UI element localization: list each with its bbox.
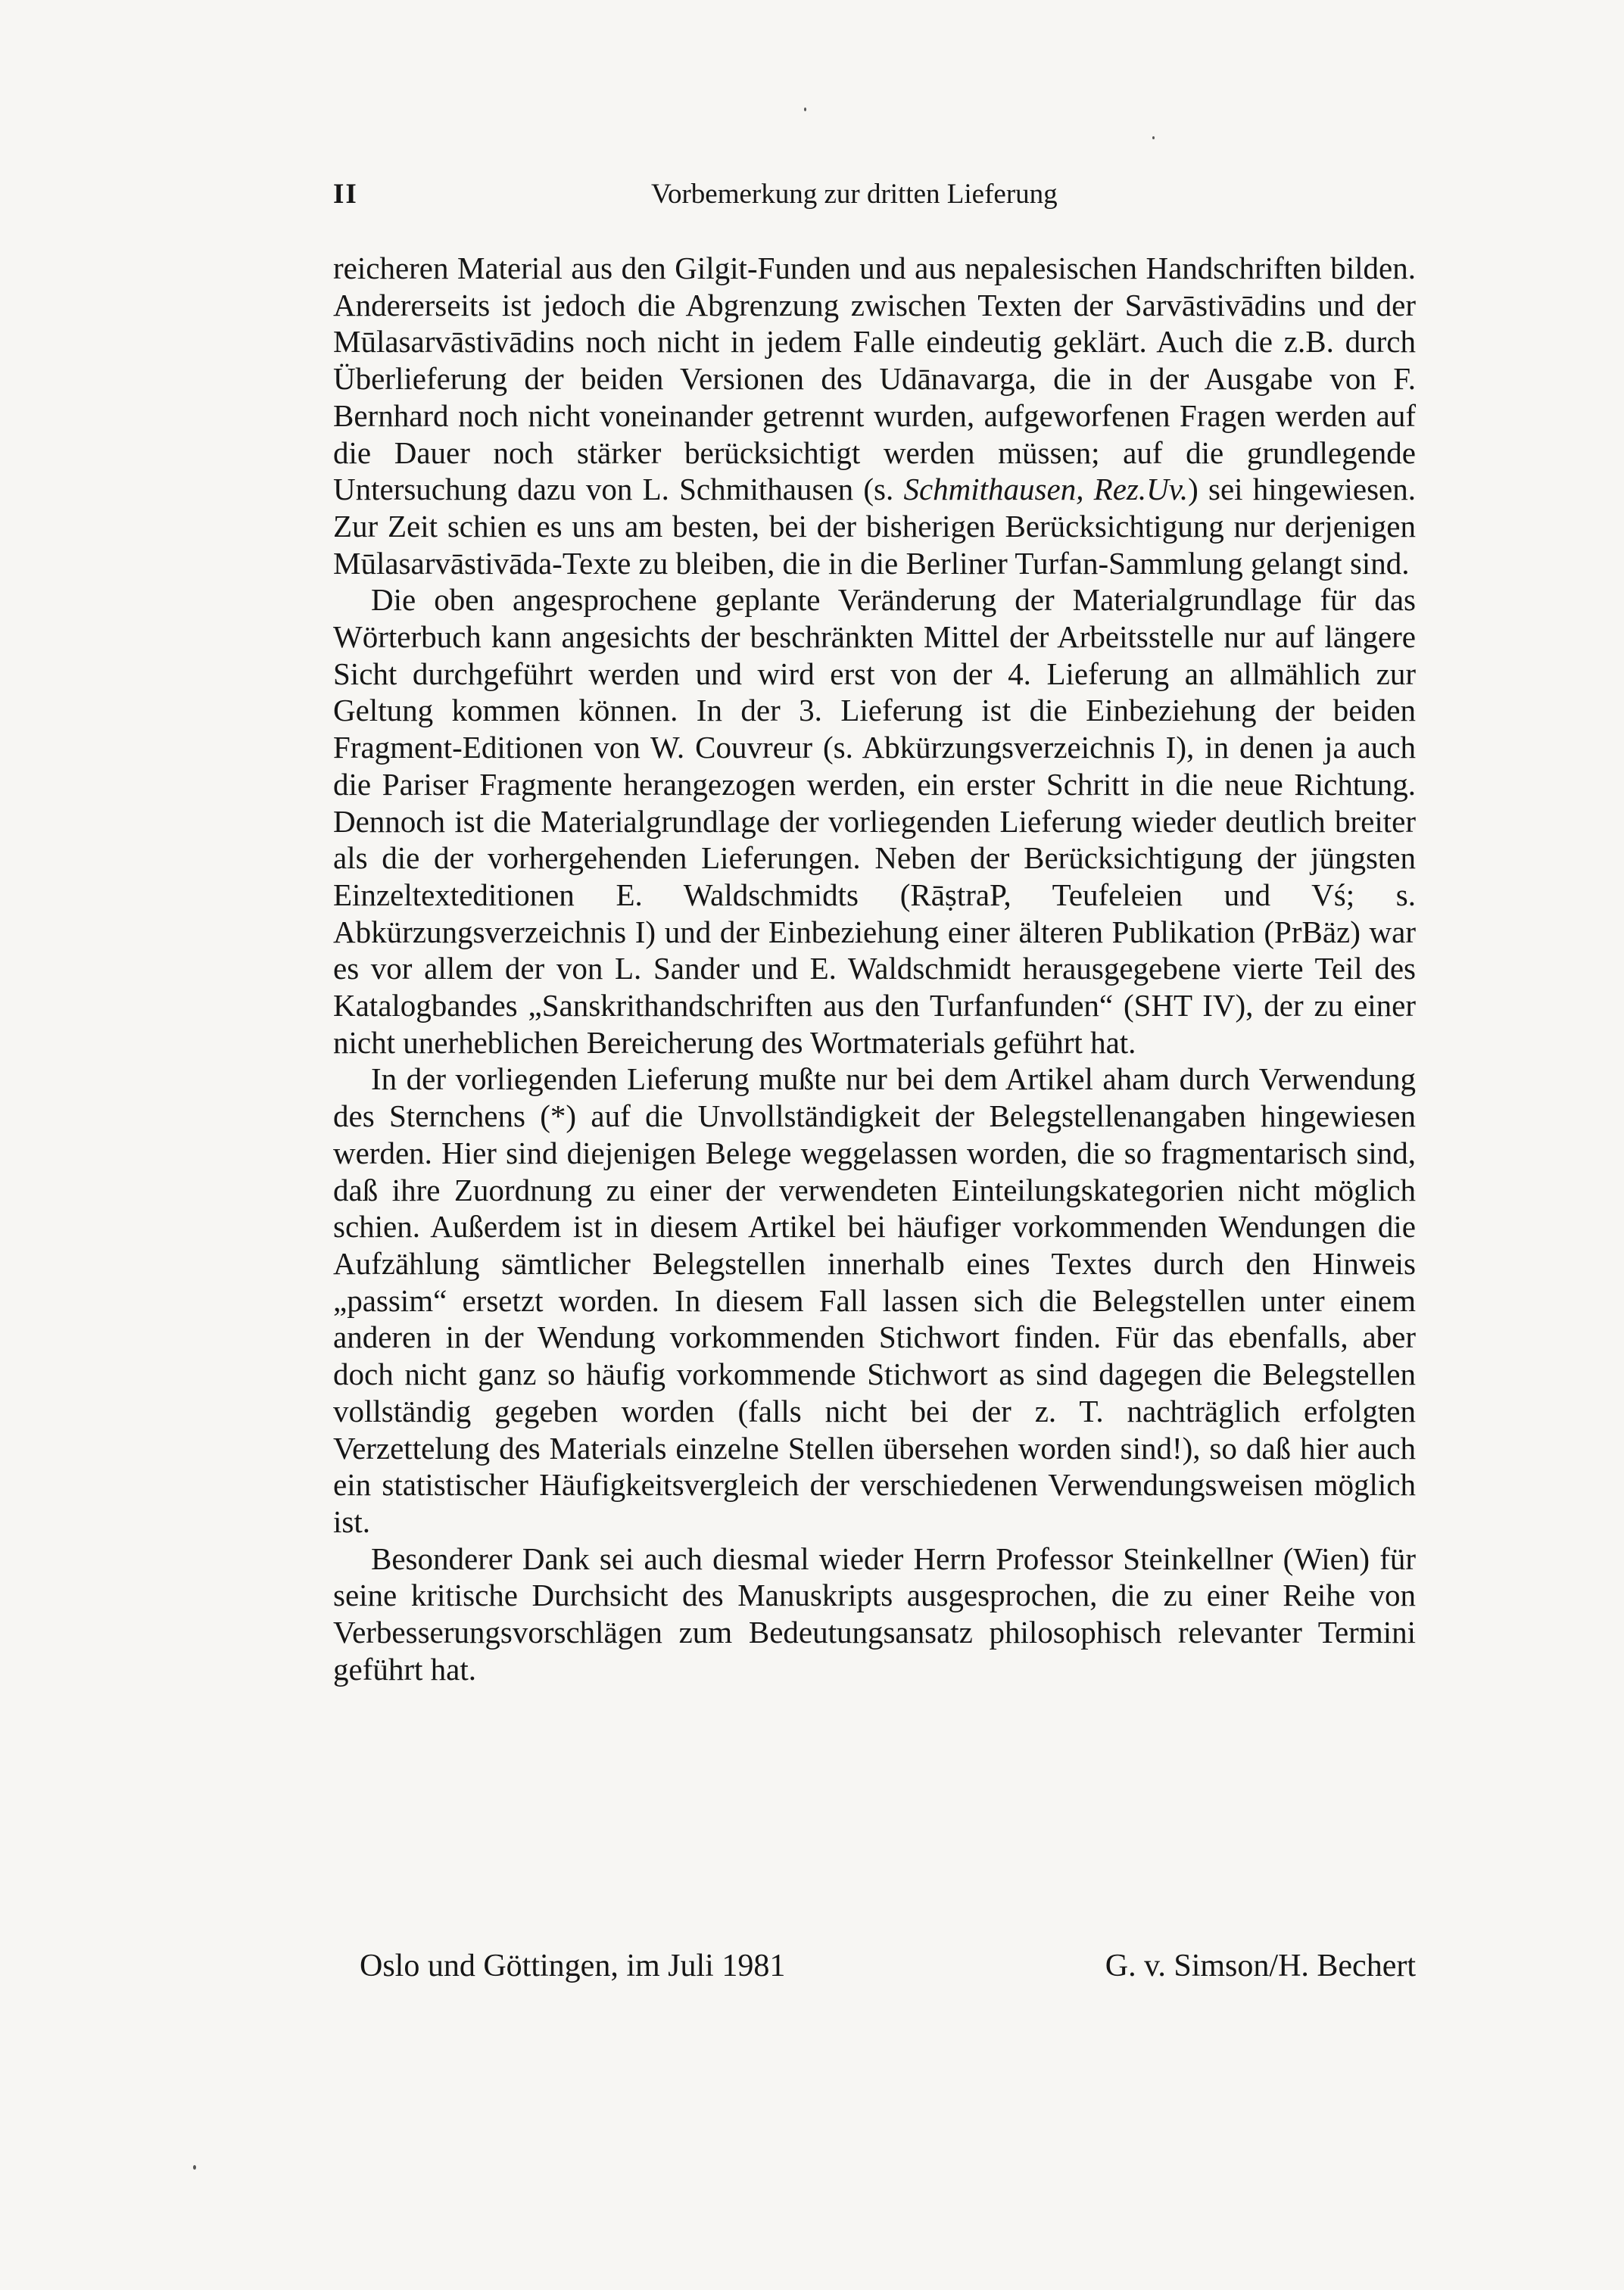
paragraph xyxy=(333,581,1416,1061)
text-segment: reicheren Material aus den Gilgit-Funden und aus nepalesischen Handschriften bilden. Andererseits ist jedoch die Abgrenzung zwischen Texten der Sarvāstivādins und der Mūlasarvāstivādins noch nicht in jedem Falle eindeutig geklärt. Auch die z.B. durch Überlieferung der beiden Versionen des Udānavarga, die in der Ausgabe von F. Bernhard noch nicht voneinander getrennt wurden, aufgeworfenen Fragen werden auf die Dauer noch stärker berücksichtigt werden müssen; auf die grundlegende Untersuchung dazu von L. Schmithausen (s. xyxy=(333,251,1416,507)
body-text xyxy=(333,250,1416,1687)
italic-citation: Schmithausen, Rez.Uv. xyxy=(903,472,1189,507)
text-segment: ) sei hingewiesen. Zur Zeit schien es uns am besten, bei der bisherigen Berücksichtigung nur derjenigen Mūlasarvāstivāda-Texte zu bleiben, die in die Berliner Turfan-Sammlung gelangt sind. xyxy=(333,472,1416,581)
paragraph xyxy=(333,250,1416,581)
scan-speck xyxy=(193,2165,196,2170)
paragraph xyxy=(333,1541,1416,1688)
place-date: Oslo und Göttingen, im Juli 1981 xyxy=(360,1949,786,1983)
running-title: Vorbemerkung zur dritten Lieferung xyxy=(651,179,1058,210)
text-segment: In der vorliegenden Lieferung mußte nur bei dem Artikel aham durch Verwendung des Sternchens (*) auf die Unvollständigkeit der Belegstellenangaben hingewiesen werden. Hier sind diejenigen Belege weggelassen worden, die so fragmentarisch sind, daß ihre Zuordnung zu einer der verwendeten Einteilungskategorien nicht möglich schien. Außerdem ist in diesem Artikel bei häufiger vorkommenden Wendungen die Aufzählung sämtlicher Belegstellen innerhalb eines Textes durch den Hinweis „passim“ ersetzt worden. In diesem Fall lassen sich die Belegstellen unter einem anderen in der Wendung vorkommenden Stichwort finden. Für das ebenfalls, aber doch nicht ganz so häufig vorkommende Stichwort as sind dagegen die Belegstellen vollständig gegeben worden (falls nicht bei der z. T. nachträglich erfolgten Verzettelung des Materials einzelne Stellen übersehen worden sind!), so daß hier auch ein statistischer Häufigkeitsvergleich der verschiedenen Verwendungsweisen möglich ist. xyxy=(333,1061,1416,1539)
scan-speck xyxy=(1152,136,1155,139)
text-segment: Die oben angesprochene geplante Veränderung der Materialgrundlage für das Wörterbuch kann angesichts der beschränkten Mittel der Arbeitsstelle nur auf längere Sicht durchgeführt werden und wird erst von der 4. Lieferung an allmählich zur Geltung kommen können. In der 3. Lieferung ist die Einbeziehung der beiden Fragment-Editionen von W. Couvreur (s. Abkürzungsverzeichnis I), in denen ja auch die Pariser Fragmente herangezogen werden, ein erster Schritt in die neue Richtung. Dennoch ist die Materialgrundlage der vorliegenden Lieferung wieder deutlich breiter als die der vorhergehenden Lieferungen. Neben der Berücksichtigung der jüngsten Einzeltexteditionen E. Waldschmidts (RāṣtraP, Teufeleien und Vś; s. Abkürzungsverzeichnis I) und der Einbeziehung einer älteren Publikation (PrBäz) war es vor allem der von L. Sander und E. Waldschmidt herausgegebene vierte Teil des Katalogbandes „Sanskrithandschriften aus den Turfanfunden“ (SHT IV), der zu einer nicht unerheblichen Bereicherung des Wortmaterials geführt hat. xyxy=(333,582,1416,1060)
scan-speck xyxy=(804,107,806,111)
authors: G. v. Simson/H. Bechert xyxy=(1105,1949,1416,1983)
page-number: II xyxy=(333,179,358,210)
paragraph xyxy=(333,1061,1416,1540)
text-segment: Besonderer Dank sei auch diesmal wieder Herrn Professor Steinkellner (Wien) für seine kritische Durchsicht des Manuskripts ausgesprochen, die zu einer Reihe von Verbesserungsvorschlägen zum Bedeutungsansatz philosophisch relevanter Termini geführt hat. xyxy=(333,1541,1416,1687)
